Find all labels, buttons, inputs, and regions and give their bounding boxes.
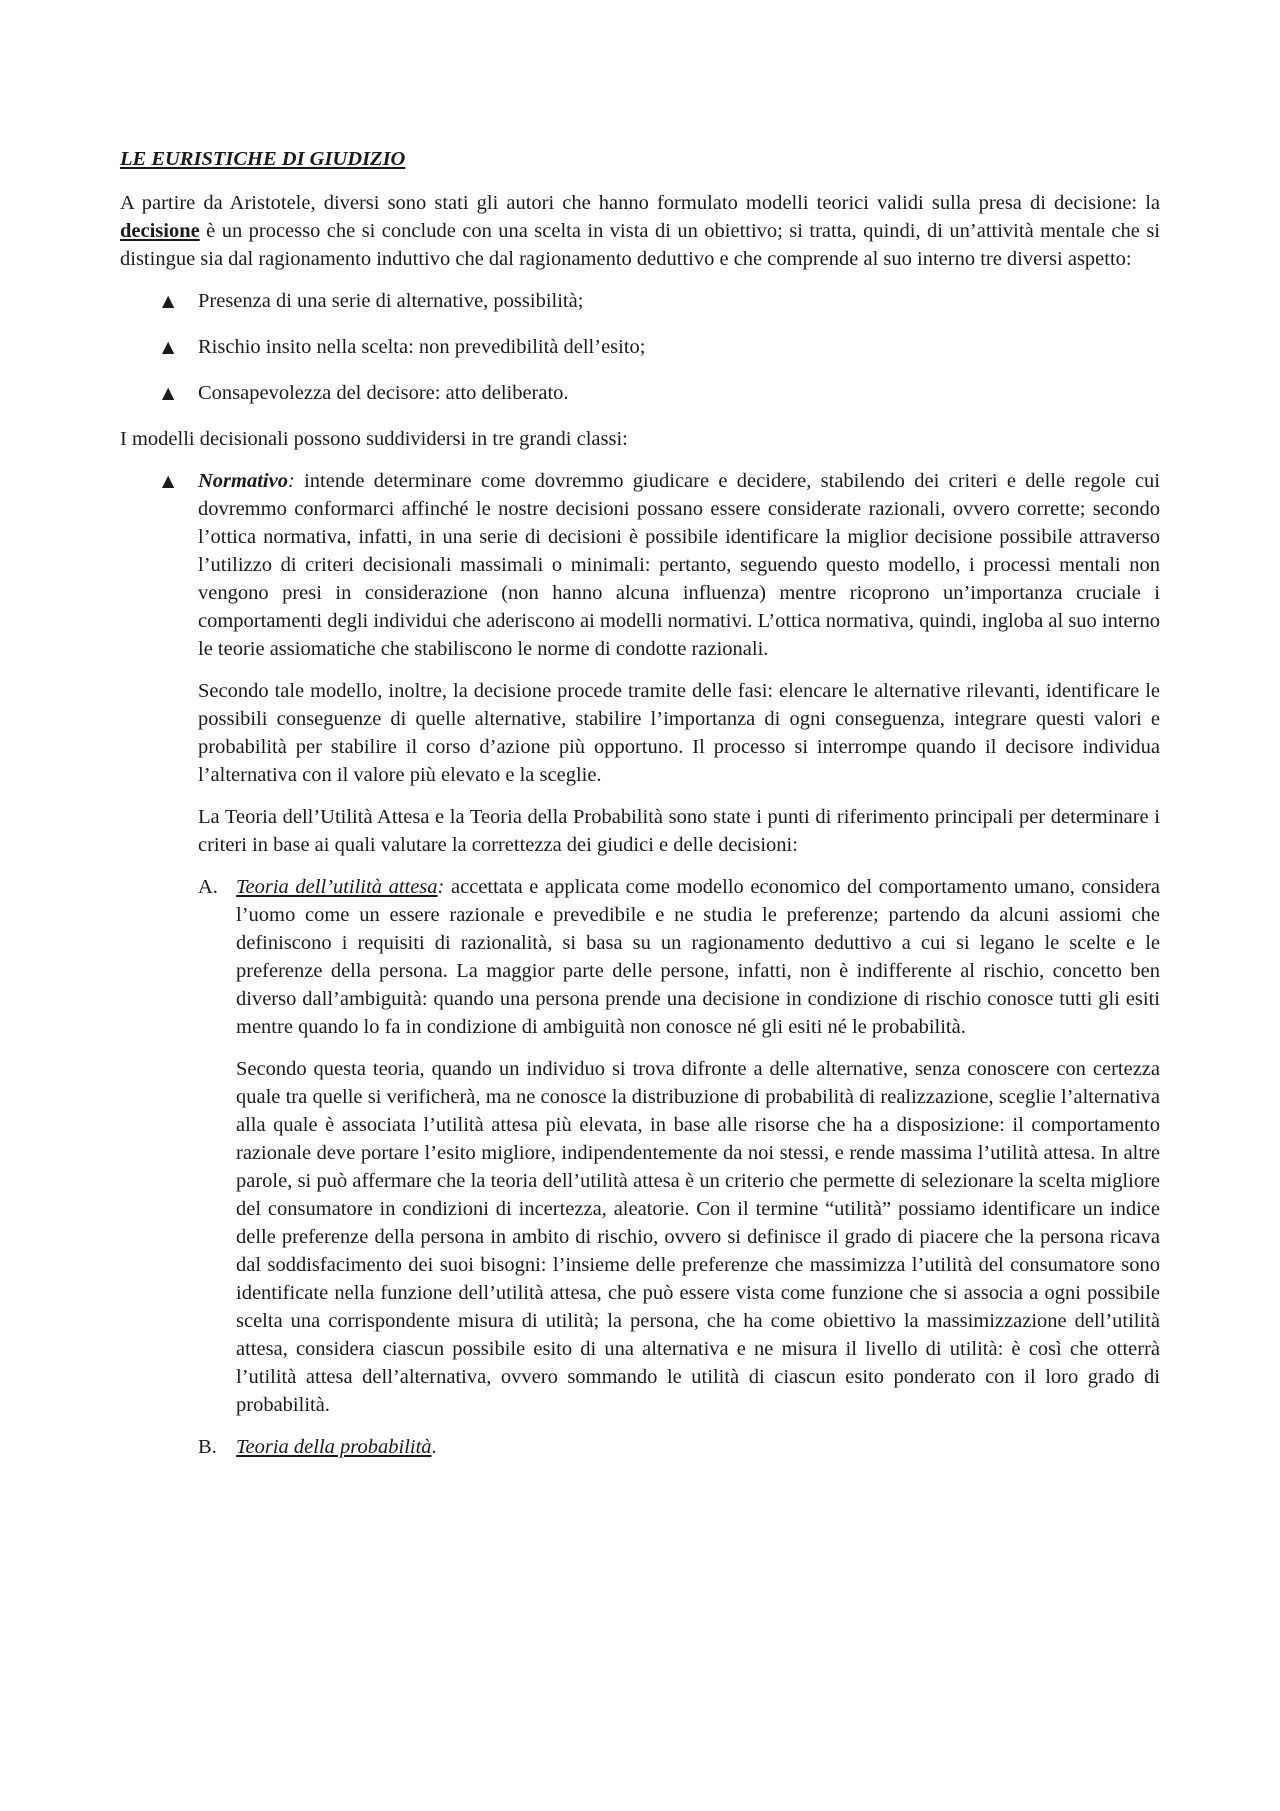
aspect-text: Presenza di una serie di alternative, possibilità; [198,290,584,312]
theory-b-paragraph [236,1433,1160,1461]
list-item-normativo [120,467,1160,1461]
list-item-theory-b [198,1433,1160,1461]
aspect-text: Consapevolezza del decisore: atto deliberato. [198,382,569,404]
theory-a-title: Teoria dell’utilità attesa [236,876,438,898]
triangle-bullet-icon: ▲ [162,471,175,490]
document-title: LE EURISTICHE DI GIUDIZIO [120,148,406,170]
models-list [120,467,1160,1461]
triangle-bullet-icon: ▲ [162,383,175,402]
normativo-text-1: intende determinare come dovremmo giudicare e decidere, stabilendo dei criteri e delle regole cui dovremmo conformarci affinché le nostre decisioni possano essere considerate razionali, ovvero corrette; secondo l’ottica normativa, infatti, in una serie di decisioni è possibile identificare la miglior decisione possibile attraverso l’utilizzo di criteri decisionali massimali o minimali: pertanto, seguendo questo modello, i processi mentali non vengono presi in considerazione (non hanno alcuna influenza) mentre ricoprono un’importanza cruciale i comportamenti degli individui che aderiscono ai modelli normativi. L’ottica normativa, quindi, ingloba al suo interno le teorie assiomatiche che stabiliscono le norme di condotte razionali. [198,470,1160,660]
theory-a-paragraph-1 [236,873,1160,1041]
theory-a-text-1: accettata e applicata come modello economico del comportamento umano, considera l’uomo come un essere razionale e prevedibile e ne studia le preferenze; partendo da alcuni assiomi che definiscono i requisiti di razionalità, si basa su un ragionamento deduttivo a cui si legano le scelte e le preferenze della persona. La maggior parte delle persone, infatti, non è indifferente al rischio, concetto ben diverso dall’ambiguità: quando una persona prende una decisione in condizione di rischio conosce tutti gli esiti mentre quando lo fa in condizione di ambiguità non conosce né gli esiti né le probabilità. [236,876,1160,1038]
intro-text-before: A partire da Aristotele, diversi sono stati gli autori che hanno formulato modelli teorici validi sulla presa di decisione: la [120,192,1160,214]
aspect-text: Rischio insito nella scelta: non prevedibilità dell’esito; [198,336,646,358]
theory-marker: B. [198,1436,217,1458]
aspects-list [120,287,1160,407]
normativo-paragraph-2: Secondo tale modello, inoltre, la decisione procede tramite delle fasi: elencare le alternative rilevanti, identificare le possibili conseguenze di quelle alternative, stabilire l’importanza di ogni conseguenza, integrare questi valori e probabilità per stabilire il corso d’azione più opportuno. Il processo si interrompe quando il decisore individua l’alternativa con il valore più elevato e la sceglie. [198,680,1160,786]
theory-a-colon: : [437,876,445,898]
triangle-bullet-icon: ▲ [162,291,175,310]
triangle-bullet-icon: ▲ [162,337,175,356]
theory-b-colon: . [431,1436,437,1458]
normativo-paragraph-3: La Teoria dell’Utilità Attesa e la Teoria della Probabilità sono state i punti di riferimento principali per determinare i criteri in base ai quali valutare la correttezza dei giudici e delle decisioni: [198,806,1160,856]
list-item [120,333,1160,361]
theory-marker: A. [198,876,218,898]
list-item [120,379,1160,407]
intro-keyword: decisione [120,220,200,242]
theory-a-paragraph-2: Secondo questa teoria, quando un individuo si trova difronte a delle alternative, senza conoscere con certezza quale tra quelle si verificherà, ma ne conosce la distribuzione di probabilità di realizzazione, sceglie l’alternativa alla quale è associata l’utilità attesa più elevata, in base alle risorse che ha a disposizione: il comportamento razionale deve portare l’esito migliore, indipendentemente da noi stessi, e rende massima l’utilità attesa. In altre parole, si può affermare che la teoria dell’utilità attesa è un criterio che permette di selezionare la scelta migliore del consumatore in condizioni di incertezza, aleatorie. Con il termine “utilità” possiamo identificare un indice delle preferenze della persona in ambito di rischio, ovvero si definisce il grado di piacere che la persona ricava dal soddisfacimento dei suoi bisogni: l’insieme delle preferenze che massimizza l’utilità del consumatore sono identificate nella funzione dell’utilità attesa, che può essere vista come funzione che si associa a ogni possibile scelta una corrispondente misura di utilità; la persona, che ha come obiettivo la massimizzazione dell’utilità attesa, considera ciascun possibile esito di una alternativa e ne misura il livello di utilità: è così che otterrà l’utilità attesa dell’alternativa, ovvero sommando le utilità di ciascun esito ponderato con il loro grado di probabilità. [236,1058,1160,1416]
normativo-colon: : [287,470,295,492]
classes-intro: I modelli decisionali possono suddividersi in tre grandi classi: [120,428,628,450]
list-item-theory-a [198,873,1160,1419]
normativo-paragraph-1 [198,467,1160,663]
normativo-title: Normativo [198,470,288,492]
theory-b-title: Teoria della probabilità [236,1436,432,1458]
list-item [120,287,1160,315]
intro-paragraph [120,189,1160,273]
theories-list [198,873,1160,1461]
intro-text-after: è un processo che si conclude con una scelta in vista di un obiettivo; si tratta, quindi, di un’attività mentale che si distingue sia dal ragionamento induttivo che dal ragionamento deduttivo e che comprende al suo interno tre diversi aspetto: [120,220,1160,270]
document-page [120,145,1160,1475]
